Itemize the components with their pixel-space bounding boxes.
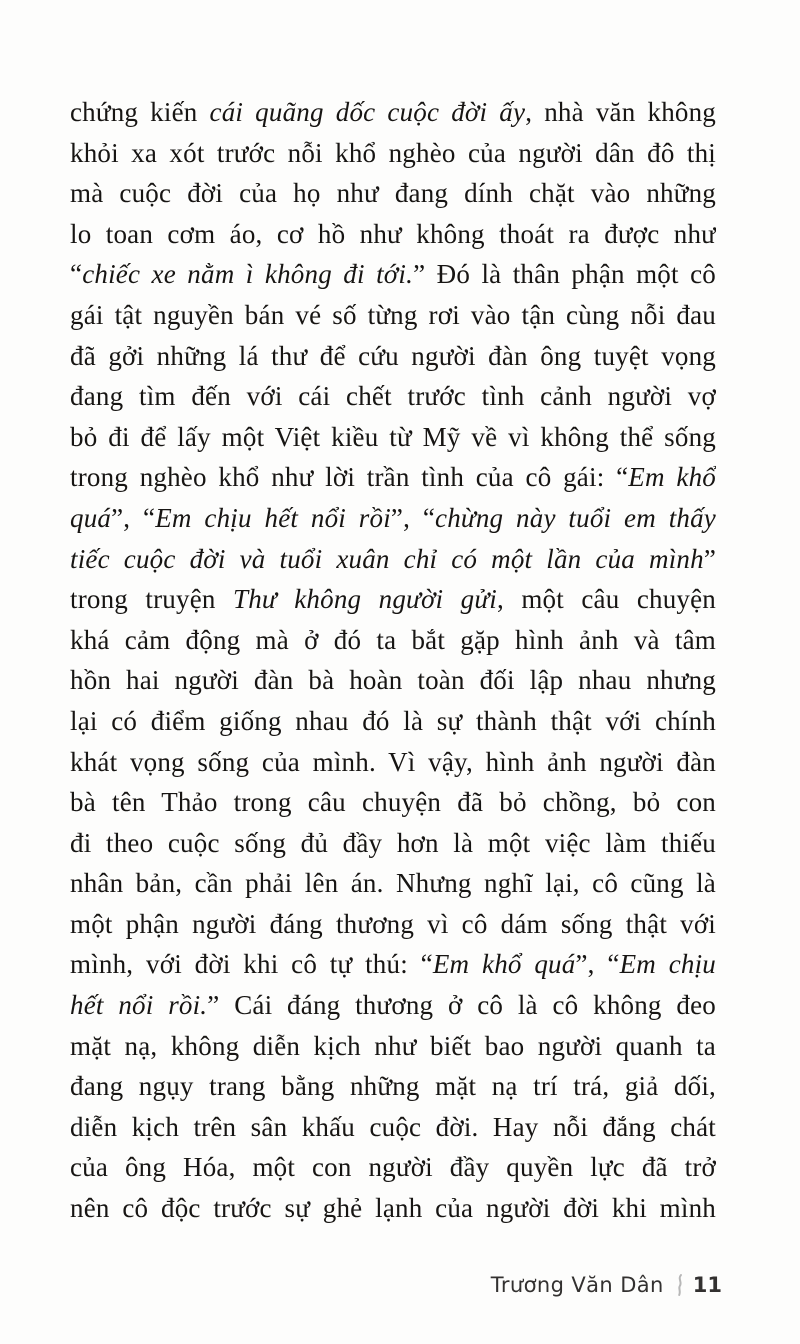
text-segment: đang tìm đến với cái chết trước tình cảnh người vợ — [70, 381, 716, 412]
footer-author: Trương Văn Dân — [490, 1273, 664, 1297]
text-segment: nhân bản, cần phải lên án. Nhưng nghĩ lại, cô cũng là — [70, 868, 716, 899]
text-line — [70, 417, 716, 458]
text-line — [70, 1107, 716, 1148]
text-segment: “ — [70, 259, 83, 290]
text-segment: mình, với đời khi cô tự thú: “ — [70, 949, 433, 980]
text-segment: bỏ đi để lấy một Việt kiều từ Mỹ về vì không thể sống — [70, 421, 716, 452]
text-segment: mặt nạ, không diễn kịch như biết bao người quanh ta — [70, 1030, 716, 1061]
text-segment: nên cô độc trước sự ghẻ lạnh của người đời khi mình — [70, 1193, 716, 1224]
text-segment: lo toan cơm áo, cơ hồ như không thoát ra được như — [70, 218, 716, 249]
text-segment: ” Cái đáng thương ở cô là cô không đeo — [207, 990, 716, 1021]
text-segment: khát vọng sống của mình. Vì vậy, hình ảnh người đàn — [70, 746, 716, 777]
italic-text-segment: tiếc cuộc đời và tuổi xuân chỉ có một lần của mình — [70, 543, 704, 574]
text-segment: trong nghèo khổ như lời trần tình của cô gái: “ — [70, 462, 629, 493]
text-line — [70, 701, 716, 742]
text-segment: ”, “ — [390, 502, 436, 533]
text-segment: hồn hai người đàn bà hoàn toàn đối lập nhau nhưng — [70, 665, 716, 696]
body-text — [70, 92, 716, 1229]
text-line — [70, 620, 716, 661]
text-line — [70, 742, 716, 783]
text-segment: ” — [703, 543, 716, 574]
text-line — [70, 173, 716, 214]
text-segment: , nhà văn không — [525, 97, 716, 127]
text-line — [70, 1188, 716, 1229]
text-segment: gái tật nguyền bán vé số từng rơi vào tận cùng nỗi đau — [70, 299, 716, 330]
text-line — [70, 1066, 716, 1107]
text-segment: bà tên Thảo trong câu chuyện đã bỏ chồng, bỏ con — [70, 787, 716, 818]
text-segment: chứng kiến — [70, 97, 210, 127]
text-segment: ” Đó là thân phận một cô — [413, 259, 716, 290]
italic-text-segment: chiếc xe nằm ì không đi tới. — [82, 259, 414, 290]
italic-text-segment: quá — [70, 502, 112, 533]
text-line — [70, 254, 716, 295]
text-line — [70, 782, 716, 823]
italic-text-segment: Em chịu hết nổi rồi — [155, 502, 391, 533]
text-line — [70, 214, 716, 255]
text-line — [70, 579, 716, 620]
text-segment: , một câu chuyện — [497, 584, 716, 615]
text-line — [70, 336, 716, 377]
italic-text-segment: chừng này tuổi em thấy — [435, 502, 716, 533]
text-line — [70, 376, 716, 417]
text-line — [70, 985, 716, 1026]
text-segment: của ông Hóa, một con người đầy quyền lực đã trở — [70, 1152, 716, 1183]
text-line — [70, 1026, 716, 1067]
text-line — [70, 133, 716, 174]
text-line — [70, 1147, 716, 1188]
italic-text-segment: Thư không người gửi — [232, 584, 497, 615]
page-footer — [491, 1272, 722, 1298]
text-segment: lại có điểm giống nhau đó là sự thành thật với chính — [70, 705, 716, 736]
text-line — [70, 498, 716, 539]
text-segment: ”, “ — [111, 502, 156, 533]
text-segment: đi theo cuộc sống đủ đầy hơn là một việc làm thiếu — [70, 827, 716, 858]
text-segment: diễn kịch trên sân khấu cuộc đời. Hay nỗi đắng chát — [70, 1111, 716, 1142]
leaf-flourish-icon — [674, 1272, 686, 1298]
text-line — [70, 904, 716, 945]
italic-text-segment: Em chịu — [619, 949, 716, 980]
italic-text-segment: Em khổ quá — [432, 949, 576, 980]
text-segment: đã gởi những lá thư để cứu người đàn ông tuyệt vọng — [70, 340, 716, 371]
text-line — [70, 944, 716, 985]
text-line — [70, 863, 716, 904]
text-segment: khỏi xa xót trước nỗi khổ nghèo của người dân đô thị — [70, 137, 716, 168]
text-line — [70, 823, 716, 864]
italic-text-segment: hết nổi rồi. — [70, 990, 208, 1021]
text-line — [70, 539, 716, 580]
italic-text-segment: cái quãng dốc cuộc đời ấy — [209, 97, 526, 127]
text-segment: đang ngụy trang bằng những mặt nạ trí trá, giả dối, — [70, 1071, 716, 1102]
italic-text-segment: Em khổ — [628, 462, 716, 493]
text-line — [70, 457, 716, 498]
text-segment: một phận người đáng thương vì cô dám sống thật với — [70, 908, 716, 939]
text-line — [70, 295, 716, 336]
text-line — [70, 92, 716, 133]
text-segment: trong truyện — [70, 584, 233, 615]
text-segment: khá cảm động mà ở đó ta bắt gặp hình ảnh và tâm — [70, 624, 716, 655]
text-line — [70, 660, 716, 701]
text-segment: mà cuộc đời của họ như đang dính chặt vào những — [70, 178, 716, 209]
text-segment: ”, “ — [575, 949, 620, 980]
footer-page-number: 11 — [692, 1273, 722, 1297]
